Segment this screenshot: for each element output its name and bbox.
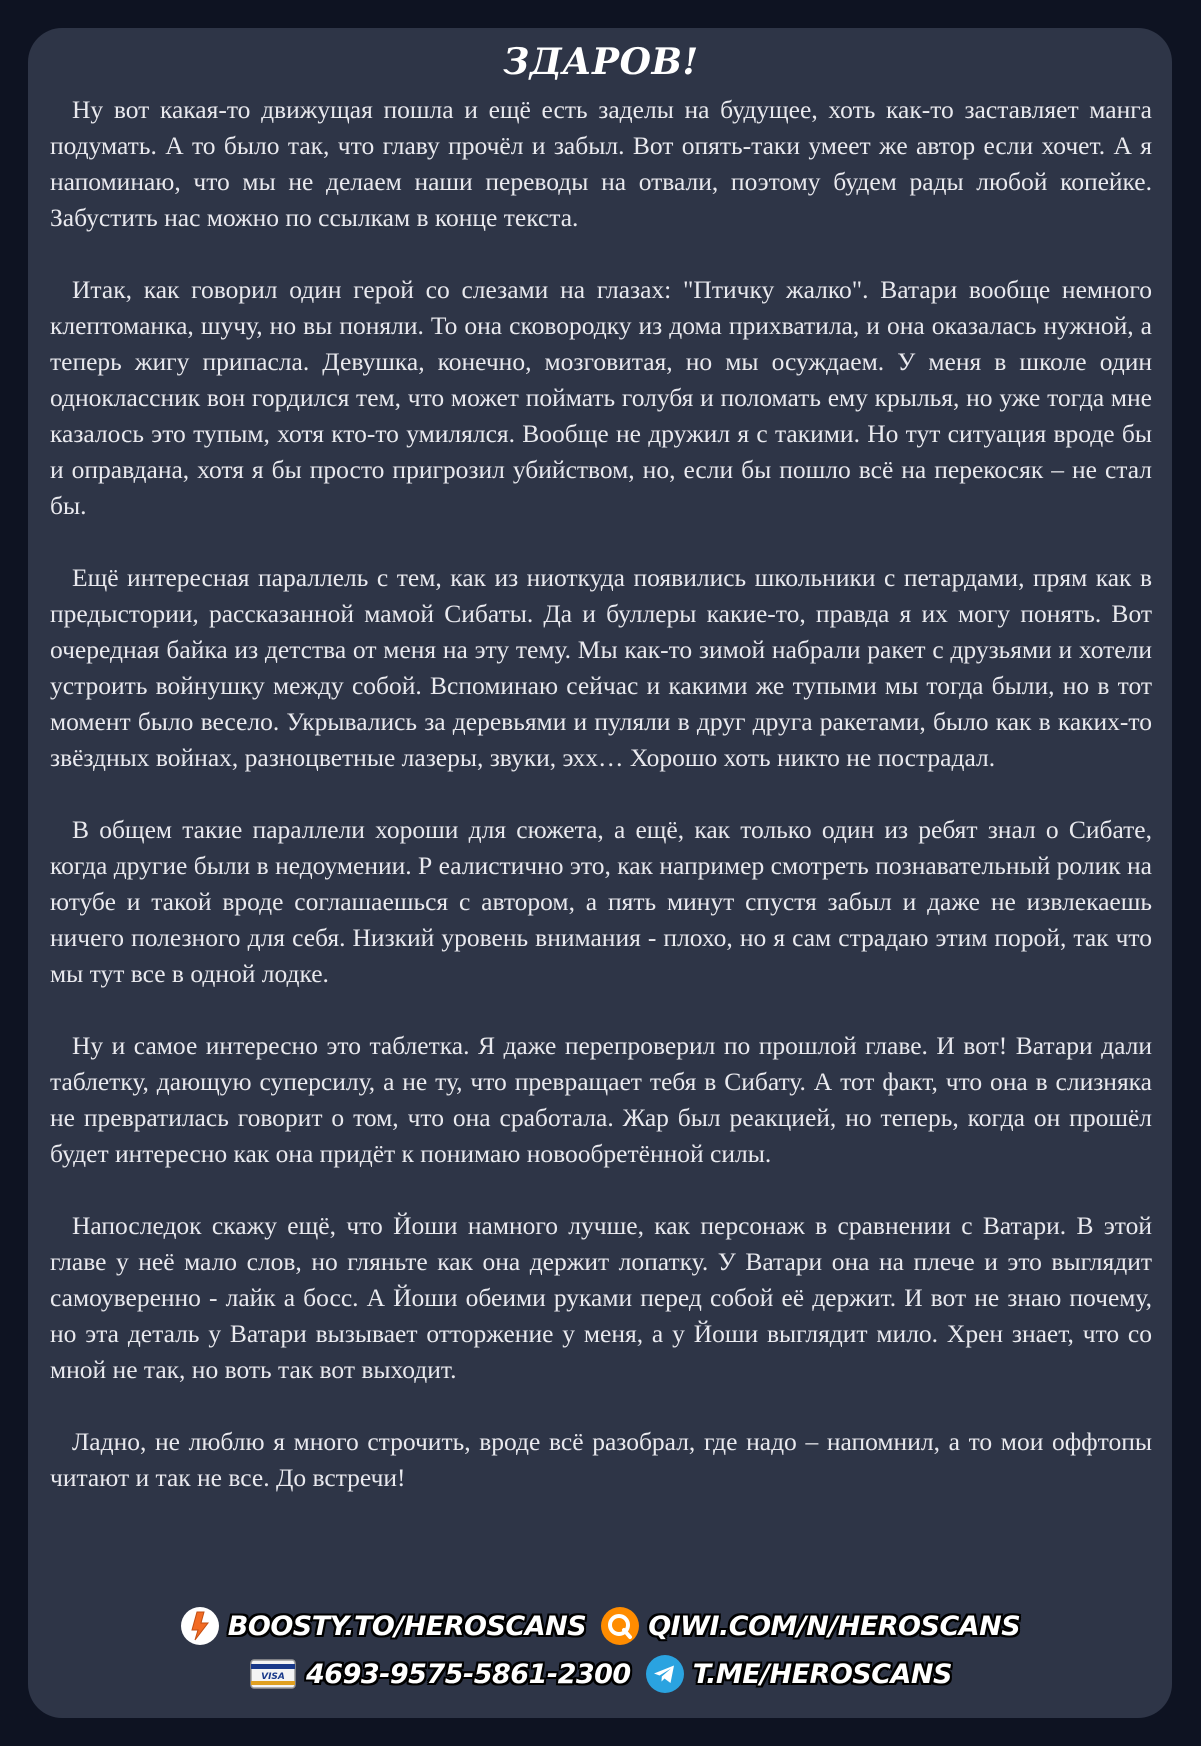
- qiwi-link[interactable]: [600, 1606, 1020, 1646]
- paragraph-4: В общем такие параллели хороши для сюжета, а ещё, как только один из ребят знал о Сибате, когда другие были в недоумении. Р еалистично это, как например смотреть познавательный ролик на ютубе и такой вроде соглашаешься с автором, а пять минут спустя забыл и даже не извлекаешь ничего полезного для себя. Низкий уровень внимания - плохо, но я сам страдаю этим порой, так что мы тут все в одной лодке.: [50, 815, 1152, 988]
- qiwi-link-label: QIWI.COM/N/HEROSCANS: [648, 1610, 1021, 1642]
- paragraph-7: Ладно, не люблю я много строчить, вроде всё разобрал, где надо – напомнил, а то мои оффтопы читают и так не все. До встречи!: [50, 1427, 1152, 1492]
- support-links-row-1: [180, 1606, 1020, 1646]
- boosty-link-label: BOOSTY.TO/HEROSCANS: [227, 1610, 587, 1642]
- telegram-link[interactable]: [645, 1654, 952, 1694]
- card-number-link[interactable]: [248, 1654, 631, 1694]
- support-links: [28, 1606, 1172, 1694]
- visa-card-icon: [248, 1654, 298, 1694]
- paragraph-5: Ну и самое интересно это таблетка. Я даже перепроверил по прошлой главе. И вот! Ватари дали таблетку, дающую суперсилу, а не ту, что превращает тебя в Сибату. А тот факт, что она в слизняка не превратилась говорит о том, что она сработала. Жар был реакцией, но теперь, когда он прошёл будет интересно как она придёт к понимаю новообретённой силы.: [50, 1031, 1152, 1168]
- card-brand-label: VISA: [261, 1672, 285, 1682]
- telegram-link-label: T.ME/HEROSCANS: [692, 1658, 952, 1690]
- paragraph-2: Итак, как говорил один герой со слезами на глазах: "Птичку жалко". Ватари вообще немного клептоманка, шучу, но вы поняли. То она сковородку из дома прихватила, и она оказалась нужной, а теперь жигу припасла. Девушка, конечно, мозговитая, но мы осуждаем. У меня в школе один одноклассник вон гордился тем, что может поймать голубя и поломать ему крылья, но уже тогда мне казалось это тупым, хотя кто-то умилялся. Вообще не дружил я с такими. Но тут ситуация вроде бы и оправдана, хотя я бы просто пригрозил убийством, но, если бы пошло всё на перекосяк – не стал бы.: [50, 275, 1152, 520]
- paragraph-1: Ну вот какая-то движущая пошла и ещё есть заделы на будущее, хоть как-то заставляет манга подумать. А то было так, что главу прочёл и забыл. Вот опять-таки умеет же автор если хочет. А я напоминаю, что мы не делаем наши переводы на отвали, поэтому будем рады любой копейке. Забустить нас можно по ссылкам в конце текста.: [50, 95, 1152, 232]
- card-number-label: 4693-9575-5861-2300: [306, 1658, 631, 1690]
- page-title: ЗДАРОВ!: [503, 41, 699, 83]
- afterword-text: [50, 92, 1152, 1496]
- boosty-link[interactable]: [180, 1606, 586, 1646]
- boosty-icon: [180, 1606, 220, 1646]
- telegram-icon: [645, 1654, 685, 1694]
- afterword-card: [28, 28, 1172, 1718]
- paragraph-3: Ещё интересная параллель с тем, как из ниоткуда появились школьники с петардами, прям как в предыстории, рассказанной мамой Сибаты. Да и буллеры какие-то, правда я их могу понять. Вот очередная байка из детства от меня на эту тему. Мы как-то зимой набрали ракет с друзьями и хотели устроить войнушку между собой. Вспоминаю сейчас и какими же тупыми мы тогда были, но в тот момент было весело. Укрывались за деревьями и пуляли в друг друга ракетами, было как в каких-то звёздных войнах, разноцветные лазеры, звуки, эхх… Хорошо хоть никто не пострадал.: [50, 563, 1152, 772]
- support-links-row-2: [248, 1654, 952, 1694]
- paragraph-6: Напоследок скажу ещё, что Йоши намного лучше, как персонаж в сравнении с Ватари. В этой главе у неё мало слов, но гляньте как она держит лопатку. У Ватари она на плече и это выглядит самоуверенно - лайк а босс. А Йоши обеими руками перед собой её держит. И вот не знаю почему, но эта деталь у Ватари вызывает отторжение у меня, а у Йоши выглядит мило. Хрен знает, что со мной не так, но воть так вот выходит.: [50, 1211, 1152, 1384]
- qiwi-icon: [600, 1606, 640, 1646]
